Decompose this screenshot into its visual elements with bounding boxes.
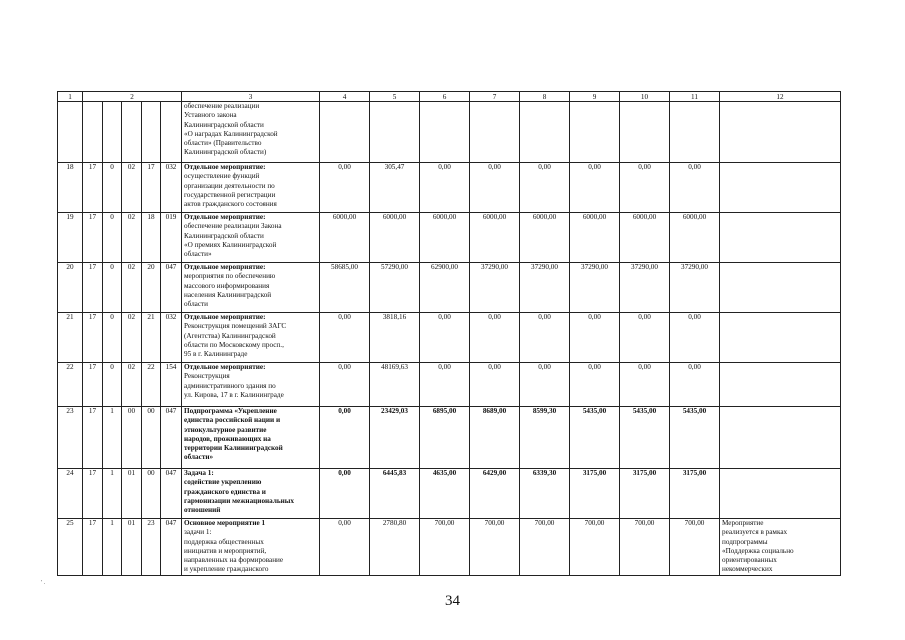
header-cell-7: 7 (470, 92, 520, 102)
value-cell: 0,00 (670, 363, 720, 407)
value-cell: 6445,83 (370, 469, 420, 519)
row-note (720, 469, 841, 519)
header-cell-5: 5 (370, 92, 420, 102)
code-subprogram: 0 (103, 313, 122, 363)
row-description-line: области по Московскому просп., (184, 340, 284, 349)
row-note (720, 263, 841, 313)
row-note-line: Мероприятие (722, 519, 764, 527)
row-title: Отдельное мероприятие: (184, 263, 266, 271)
row-title: Отдельное мероприятие: (184, 313, 266, 321)
value-cell: 6895,00 (420, 407, 470, 469)
row-note (720, 363, 841, 407)
row-description-line: поддержка общественных (184, 537, 264, 546)
row-number: 18 (58, 163, 83, 213)
row-title: Задача 1: (184, 469, 214, 477)
row-description-line: осуществление функций (184, 172, 260, 181)
code-subprogram: 0 (103, 163, 122, 213)
row-description-line: «О премиях Калининградской (184, 240, 277, 249)
row-description (182, 163, 320, 213)
value-cell: 6429,00 (470, 469, 520, 519)
row-description-line: народов, проживающих на (184, 434, 271, 443)
code-task: 02 (122, 363, 142, 407)
header-cell-3: 3 (182, 92, 320, 102)
value-cell: 4635,00 (420, 469, 470, 519)
row-description-line: единства российской нации и (184, 416, 281, 425)
row-description-line: задачи 1: (184, 528, 212, 537)
continuation-line: Калининградской области) (184, 148, 267, 157)
value-cell: 0,00 (570, 313, 620, 363)
row-description-line: мероприятия по обеспечению (184, 272, 276, 281)
table-row (58, 519, 841, 576)
row-description (182, 363, 320, 407)
code-event: 17 (142, 163, 161, 213)
scan-speck: ' . (41, 580, 46, 586)
row-description-line: территории Калининградской (184, 444, 283, 453)
value-cell: 0,00 (320, 163, 370, 213)
value-cell: 37290,00 (670, 263, 720, 313)
row-description-line: административного здания по (184, 381, 276, 390)
code-event: 18 (142, 213, 161, 263)
code-event: 00 (142, 469, 161, 519)
code-subprogram: 0 (103, 363, 122, 407)
continuation-description (182, 102, 320, 163)
code-task: 02 (122, 163, 142, 213)
row-number: 21 (58, 313, 83, 363)
value-cell: 0,00 (520, 163, 570, 213)
value-cell: 6000,00 (670, 213, 720, 263)
row-description-line: гражданского единства и (184, 487, 266, 496)
code-event: 22 (142, 363, 161, 407)
header-cell-1: 1 (58, 92, 83, 102)
row-description-line: обеспечение реализации Закона (184, 222, 282, 231)
row-description (182, 407, 320, 469)
header-cell-8: 8 (520, 92, 570, 102)
value-cell: 3175,00 (570, 469, 620, 519)
row-description-line: ул. Кирова, 17 в г. Калининграде (184, 390, 284, 399)
value-cell: 0,00 (320, 519, 370, 576)
header-cell-2: 2 (83, 92, 182, 102)
value-cell: 0,00 (320, 407, 370, 469)
row-note (720, 163, 841, 213)
header-cell-10: 10 (620, 92, 670, 102)
row-description-line: инициатив и мероприятий, (184, 546, 267, 555)
row-description-line: направленных на формирование (184, 556, 284, 565)
table-row (58, 213, 841, 263)
value-cell: 0,00 (570, 363, 620, 407)
row-note-line: некоммерческих (722, 565, 773, 574)
code-program: 17 (83, 263, 103, 313)
row-number: 20 (58, 263, 83, 313)
row-number: 24 (58, 469, 83, 519)
value-cell: 0,00 (320, 313, 370, 363)
code-grbs: 047 (161, 469, 182, 519)
row-number: 25 (58, 519, 83, 576)
code-grbs: 047 (161, 407, 182, 469)
table-row (58, 363, 841, 407)
value-cell: 0,00 (420, 163, 470, 213)
value-cell: 305,47 (370, 163, 420, 213)
value-cell: 37290,00 (520, 263, 570, 313)
value-cell: 700,00 (520, 519, 570, 576)
value-cell: 0,00 (520, 363, 570, 407)
row-description (182, 313, 320, 363)
code-event: 21 (142, 313, 161, 363)
value-cell: 8689,00 (470, 407, 520, 469)
code-program: 17 (83, 163, 103, 213)
row-description-line: области (184, 300, 209, 309)
code-grbs: 032 (161, 313, 182, 363)
header-cell-11: 11 (670, 92, 720, 102)
table-row (58, 313, 841, 363)
header-row (58, 92, 841, 102)
continuation-line: «О наградах Калининградской (184, 129, 278, 138)
row-title: Подпрограмма «Укрепление (184, 407, 277, 415)
row-note-line: ориентированных (722, 556, 777, 565)
table-row (58, 407, 841, 469)
value-cell: 5435,00 (670, 407, 720, 469)
code-grbs: 154 (161, 363, 182, 407)
code-subprogram: 1 (103, 519, 122, 576)
row-description-line: Калининградской области (184, 231, 264, 240)
row-note-line: реализуется в рамках (722, 528, 788, 537)
code-task: 02 (122, 313, 142, 363)
value-cell: 3175,00 (620, 469, 670, 519)
row-note (720, 519, 841, 576)
row-description-line: Реконструкция помещений ЗАГС (184, 322, 287, 331)
code-grbs: 019 (161, 213, 182, 263)
value-cell: 37290,00 (470, 263, 520, 313)
row-description-line: гармонизации межнациональных (184, 496, 295, 505)
row-description (182, 519, 320, 576)
continuation-line: Калининградской области (184, 120, 264, 129)
row-description-line: 95 в г. Калининграде (184, 350, 248, 359)
row-title: Отдельное мероприятие: (184, 363, 266, 371)
row-description-line: области» (184, 453, 214, 462)
code-task: 02 (122, 263, 142, 313)
row-number: 23 (58, 407, 83, 469)
row-description-line: населения Калининградской (184, 290, 272, 299)
row-number: 22 (58, 363, 83, 407)
value-cell: 6000,00 (570, 213, 620, 263)
continuation-row (58, 102, 841, 163)
code-subprogram: 0 (103, 213, 122, 263)
row-title: Отдельное мероприятие: (184, 163, 266, 171)
value-cell: 23429,03 (370, 407, 420, 469)
code-program: 17 (83, 469, 103, 519)
value-cell: 0,00 (320, 469, 370, 519)
row-note (720, 313, 841, 363)
table-row (58, 163, 841, 213)
value-cell: 0,00 (670, 163, 720, 213)
value-cell: 0,00 (620, 313, 670, 363)
value-cell: 6000,00 (520, 213, 570, 263)
value-cell: 700,00 (670, 519, 720, 576)
value-cell: 0,00 (470, 163, 520, 213)
value-cell: 6000,00 (370, 213, 420, 263)
row-description-line: государственной регистрации (184, 190, 276, 199)
code-event: 00 (142, 407, 161, 469)
value-cell: 58685,00 (320, 263, 370, 313)
value-cell: 6339,30 (520, 469, 570, 519)
value-cell: 3818,16 (370, 313, 420, 363)
table-row (58, 263, 841, 313)
value-cell: 0,00 (620, 363, 670, 407)
value-cell: 700,00 (570, 519, 620, 576)
row-note-line: «Поддержка социально (722, 546, 794, 555)
row-title: Основное мероприятие 1 (184, 519, 266, 527)
code-grbs: 032 (161, 163, 182, 213)
code-event: 20 (142, 263, 161, 313)
value-cell: 0,00 (670, 313, 720, 363)
code-program: 17 (83, 313, 103, 363)
code-subprogram: 1 (103, 407, 122, 469)
value-cell: 37290,00 (570, 263, 620, 313)
row-note (720, 213, 841, 263)
code-subprogram: 1 (103, 469, 122, 519)
continuation-line: обеспечение реализации (184, 102, 260, 110)
value-cell: 62900,00 (420, 263, 470, 313)
code-subprogram: 0 (103, 263, 122, 313)
row-description-line: организации деятельности по (184, 181, 275, 190)
value-cell: 37290,00 (620, 263, 670, 313)
row-description-line: области» (184, 250, 212, 259)
code-task: 01 (122, 519, 142, 576)
value-cell: 0,00 (420, 363, 470, 407)
value-cell: 6000,00 (420, 213, 470, 263)
value-cell: 5435,00 (570, 407, 620, 469)
row-description-line: этнокультурное развитие (184, 425, 267, 434)
value-cell: 700,00 (420, 519, 470, 576)
row-note-line: подпрограммы (722, 537, 768, 546)
value-cell: 6000,00 (470, 213, 520, 263)
value-cell: 0,00 (470, 363, 520, 407)
table-row (58, 469, 841, 519)
header-cell-12: 12 (720, 92, 841, 102)
row-description (182, 469, 320, 519)
row-number: 19 (58, 213, 83, 263)
value-cell: 700,00 (620, 519, 670, 576)
row-note (720, 407, 841, 469)
value-cell: 0,00 (570, 163, 620, 213)
continuation-line: Уставного закона (184, 111, 237, 120)
row-description-line: (Агентства) Калининградской (184, 331, 276, 340)
row-description (182, 263, 320, 313)
code-task: 00 (122, 407, 142, 469)
row-title: Отдельное мероприятие: (184, 213, 266, 221)
budget-table (57, 91, 841, 576)
code-task: 02 (122, 213, 142, 263)
value-cell: 0,00 (470, 313, 520, 363)
value-cell: 6000,00 (620, 213, 670, 263)
value-cell: 0,00 (520, 313, 570, 363)
value-cell: 3175,00 (670, 469, 720, 519)
code-program: 17 (83, 363, 103, 407)
row-description-line: содействие укреплению (184, 478, 262, 487)
code-task: 01 (122, 469, 142, 519)
row-description-line: Реконструкция (184, 372, 230, 381)
code-grbs: 047 (161, 519, 182, 576)
value-cell: 5435,00 (620, 407, 670, 469)
continuation-line: области» (Правительство (184, 139, 262, 148)
row-description (182, 213, 320, 263)
value-cell: 6000,00 (320, 213, 370, 263)
row-description-line: массового информирования (184, 281, 270, 290)
row-description-line: актов гражданского состояния (184, 200, 277, 209)
value-cell: 8599,30 (520, 407, 570, 469)
code-event: 23 (142, 519, 161, 576)
value-cell: 48169,63 (370, 363, 420, 407)
header-cell-9: 9 (570, 92, 620, 102)
row-description-line: отношений (184, 506, 221, 515)
code-program: 17 (83, 213, 103, 263)
value-cell: 0,00 (320, 363, 370, 407)
header-cell-6: 6 (420, 92, 470, 102)
code-program: 17 (83, 407, 103, 469)
page-number: 34 (445, 593, 460, 609)
header-cell-4: 4 (320, 92, 370, 102)
code-program: 17 (83, 519, 103, 576)
value-cell: 0,00 (420, 313, 470, 363)
value-cell: 700,00 (470, 519, 520, 576)
value-cell: 0,00 (620, 163, 670, 213)
code-grbs: 047 (161, 263, 182, 313)
value-cell: 2780,80 (370, 519, 420, 576)
value-cell: 57290,00 (370, 263, 420, 313)
row-description-line: и укрепление гражданского (184, 565, 269, 574)
